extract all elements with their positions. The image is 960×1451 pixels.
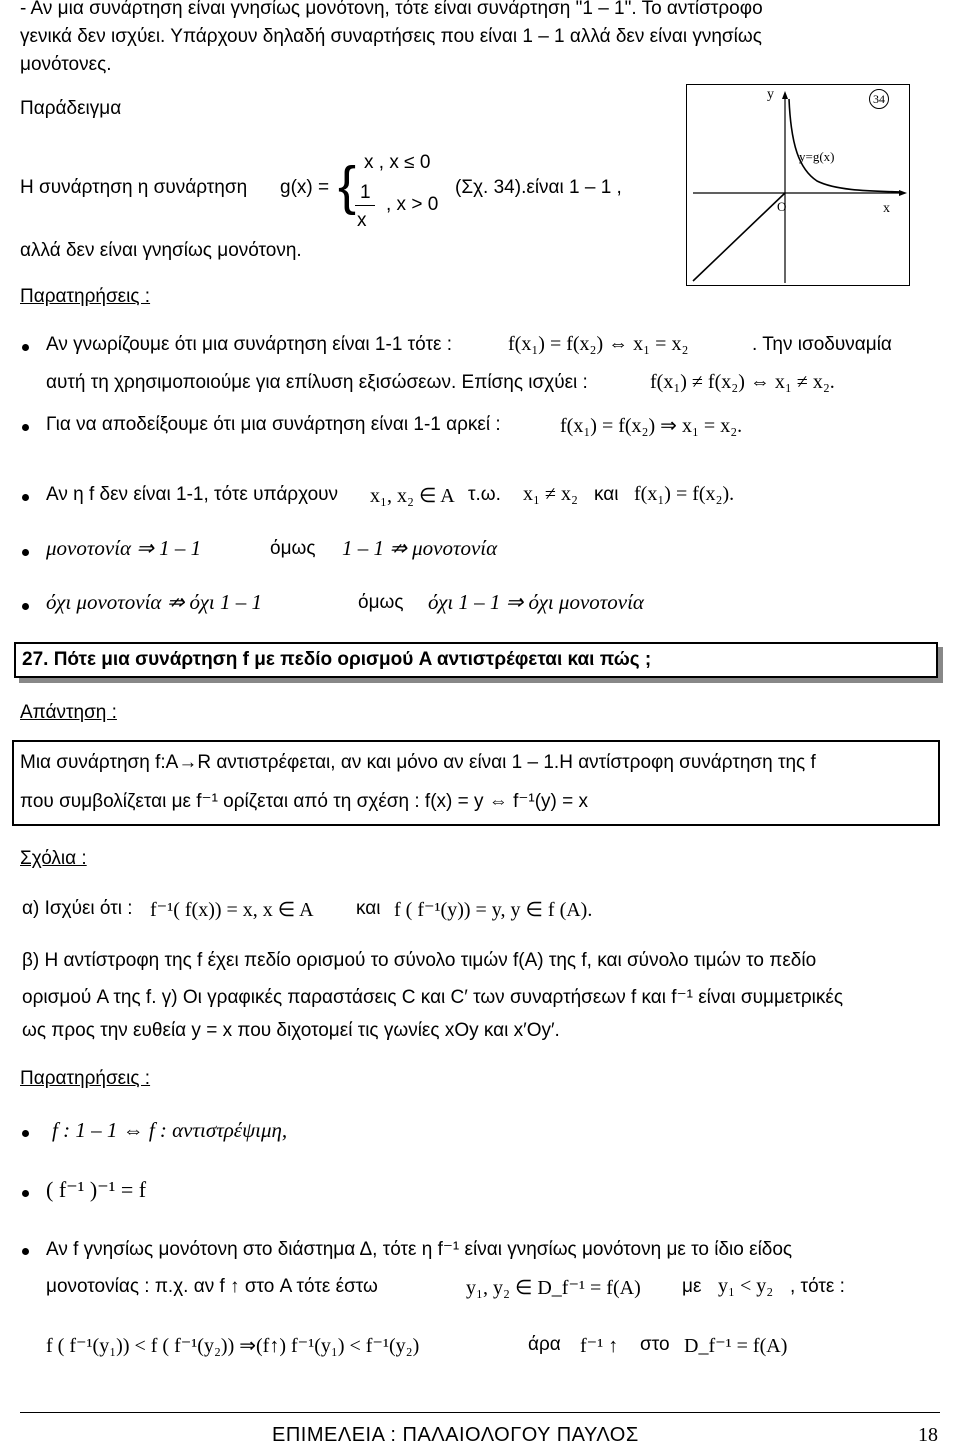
remark-c2: ( f⁻¹ )⁻¹ = f — [46, 1177, 147, 1202]
intro-line-1: - Αν μια συνάρτηση είναι γνησίως μονότονη, τότε είναι συνάρτηση "1 – 1". Το αντίστροφο — [20, 0, 763, 19]
bullet-1 — [22, 344, 29, 351]
remark-c3-line-2a: μονοτονίας : π.χ. αν f ↑ στο A τότε έστω — [46, 1276, 378, 1297]
figure-34 — [686, 84, 910, 286]
remark-c3-line-3a: f ( f⁻¹(y₁)) < f ( f⁻¹(y₂)) ⇒(f↑) f⁻¹(y₁) < f⁻¹(y₂) — [46, 1335, 420, 1357]
question-text: 27. Πότε μια συνάρτηση f με πεδίο ορισμού A αντιστρέφεται και πώς ; — [22, 649, 652, 670]
intro-line-2-emphasis: γενικά δεν ισχύει. — [20, 26, 166, 47]
question-box — [14, 642, 938, 678]
hyperbola-branch — [789, 99, 901, 192]
footer-text: ΕΠΙΜΕΛΕΙΑ : ΠΑΛΑΙΟΛΟΓΟΥ ΠΑΥΛΟΣ — [272, 1424, 639, 1446]
graph-svg — [687, 85, 909, 285]
curve-label: y=g(x) — [799, 149, 835, 164]
bullet-4 — [22, 549, 29, 556]
bullet-3 — [22, 494, 29, 501]
remark-c3-line-2e: , τότε : — [790, 1276, 845, 1297]
comment-a-math-2: f ( f⁻¹(y)) = y, y ∈ f (A). — [394, 899, 593, 921]
intro-line-3: μονότονες. — [20, 54, 112, 75]
page-number: 18 — [918, 1424, 938, 1446]
comment-b-line-2: ορισμού A της f. γ) Οι γραφικές παραστάσεις C και C′ των συναρτήσεων f και f⁻¹ είναι συμμετρικές — [22, 987, 844, 1008]
case-1: x , x ≤ 0 — [364, 152, 431, 173]
piecewise-brace: { — [338, 156, 357, 216]
remarks-heading-2: Παρατηρήσεις : — [20, 1068, 151, 1089]
remark-c3-line-3e: D_f⁻¹ = f(A) — [684, 1335, 788, 1357]
comment-b-line-1: β) Η αντίστροφη της f έχει πεδίο ορισμού το σύνολο τιμών f(A) της f, και σύνολο τιμών το πεδίο — [22, 950, 817, 971]
answer-line-1: Μια συνάρτηση f:A→R αντιστρέφεται, αν και μόνο αν είναι 1 – 1.Η αντίστροφη συνάρτηση της f — [20, 752, 816, 773]
example-line-2: αλλά δεν είναι γνησίως μονότονη. — [20, 240, 302, 261]
remark-3-math-2: x₁ ≠ x₂ — [523, 483, 578, 505]
line-branch — [693, 193, 785, 281]
remarks-heading-1: Παρατηρήσεις : — [20, 286, 151, 307]
case-2-numerator: 1 — [360, 182, 371, 203]
remark-c3-line-2b: y₁, y₂ ∈ D_f⁻¹ = f(A) — [466, 1277, 641, 1299]
comment-b-line-3: ως προς την ευθεία y = x που διχοτομεί τις γωνίες xOy και x′Oy′. — [22, 1020, 560, 1041]
comment-a-and: και — [356, 898, 381, 919]
example-lead: Η συνάρτηση η συνάρτηση — [20, 177, 248, 198]
intro-line-2 — [20, 26, 762, 48]
remark-1-math: f(x₁) = f(x₂) ⇔ x₁ = x₂ — [508, 333, 689, 355]
answer-heading: Απάντηση : — [20, 702, 117, 723]
origin-label: O — [777, 199, 787, 214]
remark-1-math-2: f(x₁) ≠ f(x₂) ⇔ x₁ ≠ x₂. — [650, 371, 835, 393]
remark-2-text: Για να αποδείξουμε ότι μια συνάρτηση είναι 1-1 αρκεί : — [46, 414, 501, 435]
remark-c3-line-3b: άρα — [528, 1334, 561, 1355]
bullet-7 — [22, 1190, 29, 1197]
figure-number: 34 — [869, 89, 889, 109]
remark-c3-line-3c: f⁻¹ ↑ — [580, 1335, 619, 1357]
remark-3-and: και — [594, 484, 619, 505]
remark-3-mid: τ.ω. — [468, 484, 501, 505]
remark-5-b: όχι 1 – 1 ⇒ όχι μονοτονία — [428, 590, 644, 614]
bullet-5 — [22, 603, 29, 610]
remark-c3-line-2d: y₁ < y₂ — [718, 1275, 774, 1297]
x-axis-label: x — [883, 201, 890, 216]
remark-5-a: όχι μονοτονία ⇏ όχι 1 – 1 — [46, 590, 262, 614]
footer-rule — [20, 1412, 940, 1413]
remark-c1: f : 1 – 1 ⇔ f : αντιστρέψιμη, — [52, 1118, 288, 1142]
comments-heading: Σχόλια : — [20, 848, 87, 869]
remark-3-math-3: f(x₁) = f(x₂). — [634, 483, 735, 505]
remark-1-line-2: αυτή τη χρησιμοποιούμε για επίλυση εξισώσεων. Επίσης ισχύει : — [46, 372, 588, 393]
remark-4-mid: όμως — [270, 538, 316, 559]
y-axis-label: y — [767, 87, 774, 102]
remark-5-mid: όμως — [358, 592, 404, 613]
comment-a-label: α) Ισχύει ότι : — [22, 898, 133, 919]
remark-c3-line-3d: στο — [640, 1334, 670, 1355]
remark-2-math: f(x₁) = f(x₂) ⇒ x₁ = x₂. — [560, 415, 743, 437]
case-2-denominator: x — [357, 210, 367, 231]
x-axis-arrow-icon — [899, 190, 907, 196]
example-func: g(x) = — [280, 177, 330, 198]
intro-line-2-rest: Υπάρχουν δηλαδή συναρτήσεις που είναι 1 – 1 αλλά δεν είναι γνησίως — [165, 26, 762, 47]
bullet-6 — [22, 1130, 29, 1137]
example-heading: Παράδειγμα — [20, 98, 122, 119]
bullet-2 — [22, 424, 29, 431]
case-2-condition: , x > 0 — [386, 194, 439, 215]
remark-1-tail: . Την ισοδυναμία — [752, 334, 892, 355]
y-axis-arrow-icon — [782, 91, 788, 99]
remark-c3-line-1: Αν f γνησίως μονότονη στο διάστημα Δ, τότε η f⁻¹ είναι γνησίως μονότονη με το ίδιο είδος — [46, 1239, 793, 1260]
fraction-bar — [355, 205, 375, 206]
remark-4-b: 1 – 1 ⇏ μονοτονία — [342, 536, 498, 560]
answer-box — [12, 740, 940, 826]
remark-4-a: μονοτονία ⇒ 1 – 1 — [46, 536, 202, 560]
comment-a-math: f⁻¹( f(x)) = x, x ∈ A — [150, 899, 314, 921]
remark-c3-line-2c: με — [682, 1276, 702, 1297]
remark-1-text: Αν γνωρίζουμε ότι μια συνάρτηση είναι 1-1 τότε : — [46, 334, 453, 355]
bullet-8 — [22, 1248, 29, 1255]
answer-line-2: που συμβολίζεται με f⁻¹ ορίζεται από τη σχέση : f(x) = y ⇔ f⁻¹(y) = x — [20, 791, 589, 812]
example-after: (Σχ. 34).είναι 1 – 1 , — [455, 177, 622, 198]
remark-3-math-1: x₁, x₂ ∈ A — [370, 485, 455, 507]
remark-3-text: Αν η f δεν είναι 1-1, τότε υπάρχουν — [46, 484, 339, 505]
